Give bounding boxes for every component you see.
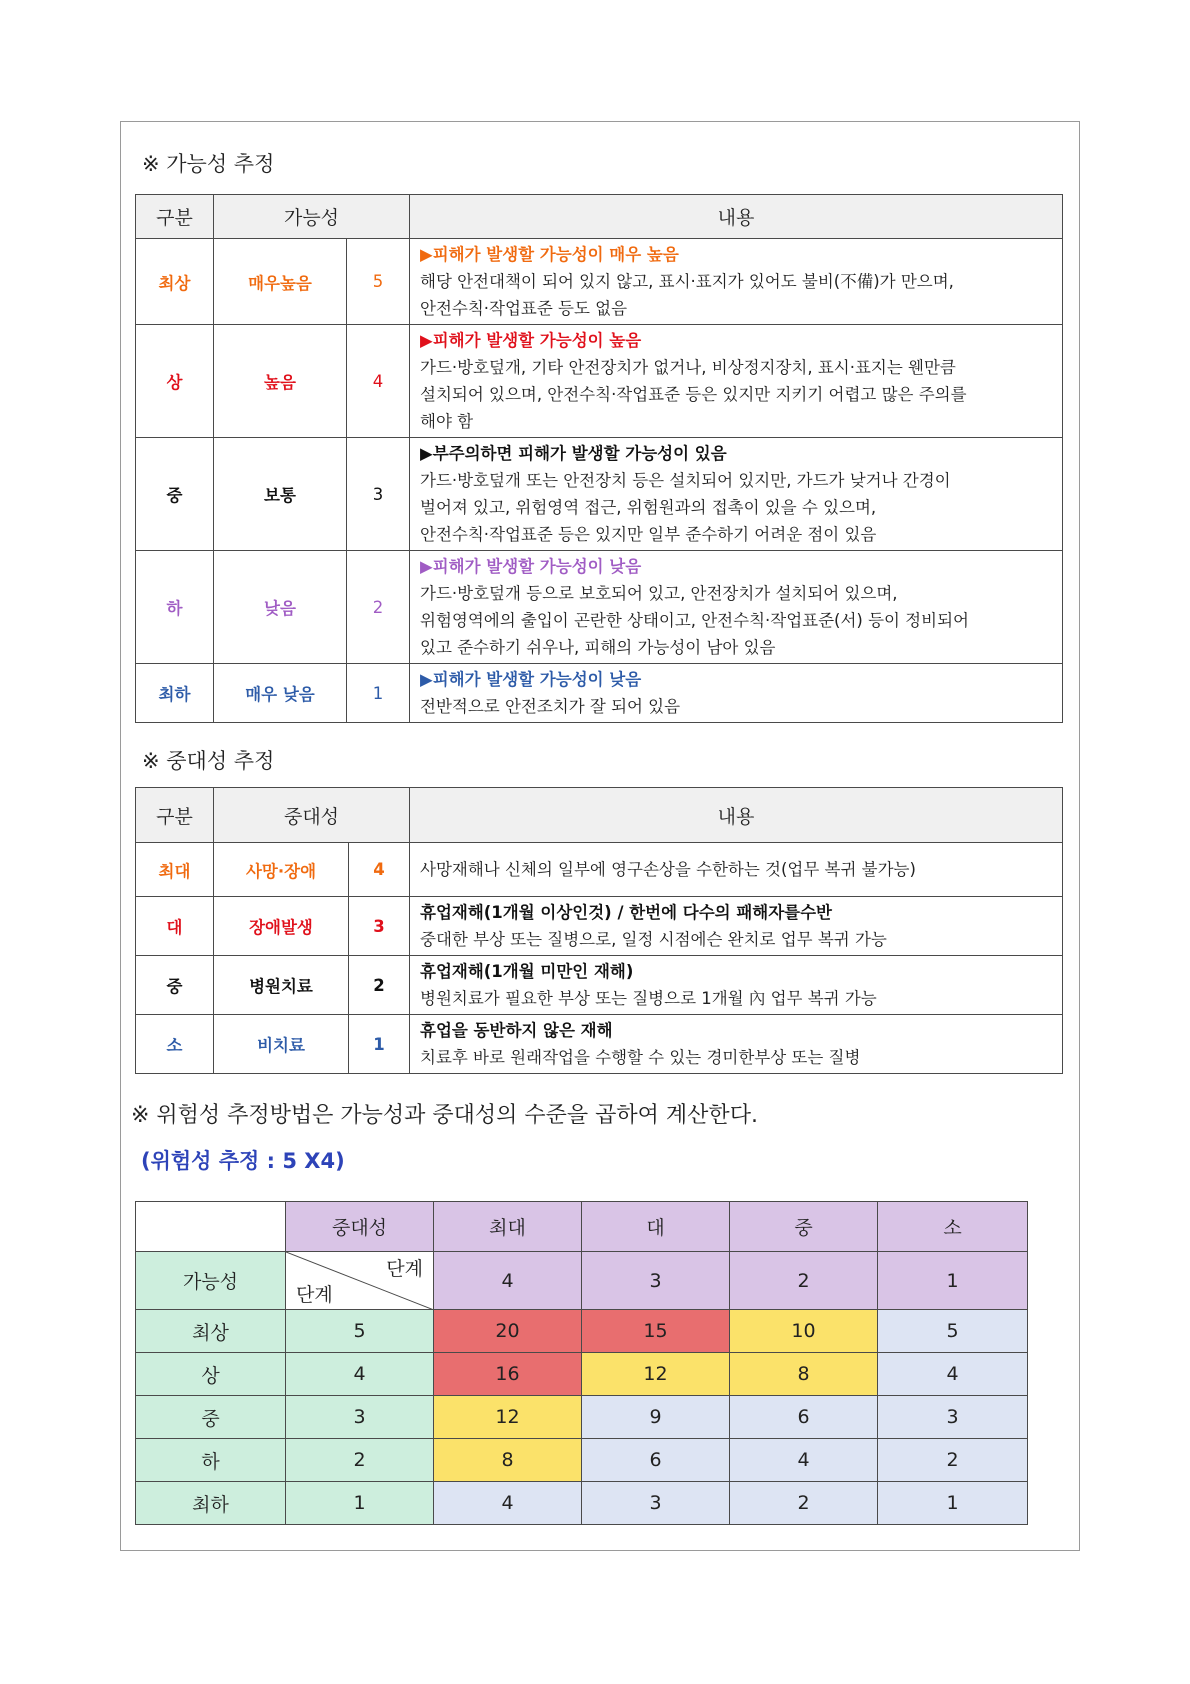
matrix-cell: 2 xyxy=(730,1482,878,1525)
matrix-row-label: 중 xyxy=(136,1396,286,1439)
matrix-row-step: 1 xyxy=(286,1482,434,1525)
row-score: 1 xyxy=(349,1015,410,1074)
matrix-row xyxy=(136,1482,1028,1525)
row-level: 최하 xyxy=(136,664,214,723)
row-headline: ▶피해가 발생할 가능성이 매우 높음 xyxy=(420,245,679,264)
matrix-severity-header: 중대성 xyxy=(286,1202,434,1252)
row-line: 해당 안전대책이 되어 있지 않고, 표시·표지가 있어도 불비(不備)가 만으며, xyxy=(420,272,954,291)
matrix-row-step: 4 xyxy=(286,1353,434,1396)
likelihood-row xyxy=(136,551,1063,664)
likelihood-row xyxy=(136,239,1063,325)
matrix-likelihood-header: 가능성 xyxy=(136,1252,286,1310)
header-likelihood: 가능성 xyxy=(214,195,410,239)
row-name: 비치료 xyxy=(214,1015,349,1074)
row-line: 있고 준수하기 쉬우나, 피해의 가능성이 남아 있음 xyxy=(420,638,776,657)
row-score: 4 xyxy=(347,325,410,438)
matrix-row-step: 2 xyxy=(286,1439,434,1482)
matrix-cell: 8 xyxy=(730,1353,878,1396)
row-line: 병원치료가 필요한 부상 또는 질병으로 1개월 內 업무 복귀 가능 xyxy=(420,989,877,1008)
likelihood-table xyxy=(135,194,1063,723)
header-level: 구분 xyxy=(136,195,214,239)
row-line: 사망재해나 신체의 일부에 영구손상을 수한하는 것(업무 복귀 불가능) xyxy=(420,860,916,879)
row-score: 2 xyxy=(347,551,410,664)
matrix-row xyxy=(136,1439,1028,1482)
likelihood-row xyxy=(136,438,1063,551)
matrix-row xyxy=(136,1310,1028,1353)
row-line: 벌어져 있고, 위험영역 접근, 위험원과의 접촉이 있을 수 있으며, xyxy=(420,498,877,517)
row-line: 안전수칙·작업표준 등도 없음 xyxy=(420,299,628,318)
matrix-cell: 6 xyxy=(730,1396,878,1439)
header-level: 구분 xyxy=(136,788,214,843)
row-level: 소 xyxy=(136,1015,214,1074)
matrix-cell: 10 xyxy=(730,1310,878,1353)
matrix-cell: 5 xyxy=(878,1310,1028,1353)
row-name: 병원치료 xyxy=(214,956,349,1015)
row-line: 해야 함 xyxy=(420,412,474,431)
row-line: 전반적으로 안전조치가 잘 되어 있음 xyxy=(420,697,681,716)
row-headline: 휴업재해(1개월 미만인 재해) xyxy=(420,962,634,981)
row-score: 2 xyxy=(349,956,410,1015)
matrix-row-label: 상 xyxy=(136,1353,286,1396)
matrix-cell: 4 xyxy=(434,1482,582,1525)
matrix-step-top: 단계 xyxy=(386,1258,423,1280)
header-severity: 중대성 xyxy=(214,788,410,843)
severity-row xyxy=(136,843,1063,897)
risk-matrix xyxy=(135,1201,1028,1525)
matrix-severity-label: 소 xyxy=(878,1202,1028,1252)
matrix-cell: 12 xyxy=(434,1396,582,1439)
severity-row xyxy=(136,1015,1063,1074)
matrix-cell: 4 xyxy=(878,1353,1028,1396)
row-name: 높음 xyxy=(214,325,347,438)
row-headline: ▶피해가 발생할 가능성이 높음 xyxy=(420,331,642,350)
severity-section-title: ※ 중대성 추정 xyxy=(142,749,275,773)
row-line: 가드·방호덮개 또는 안전장치 등은 설치되어 있지만, 가드가 낮거나 간경이 xyxy=(420,471,951,490)
matrix-severity-label: 중 xyxy=(730,1202,878,1252)
row-headline: 휴업을 동반하지 않은 재해 xyxy=(420,1021,613,1040)
row-level: 대 xyxy=(136,897,214,956)
row-score: 1 xyxy=(347,664,410,723)
row-level: 최대 xyxy=(136,843,214,897)
row-headline: 휴업재해(1개월 이상인것) / 한번에 다수의 패해자를수반 xyxy=(420,903,832,922)
likelihood-section-title: ※ 가능성 추정 xyxy=(142,152,275,176)
matrix-cell: 6 xyxy=(582,1439,730,1482)
matrix-cell: 3 xyxy=(582,1482,730,1525)
row-line: 치료후 바로 원래작업을 수행할 수 있는 경미한부상 또는 질병 xyxy=(420,1048,861,1067)
row-score: 5 xyxy=(347,239,410,325)
severity-table xyxy=(135,787,1063,1074)
matrix-cell: 12 xyxy=(582,1353,730,1396)
row-score: 4 xyxy=(349,843,410,897)
matrix-cell: 2 xyxy=(878,1439,1028,1482)
risk-formula-text: ※ 위험성 추정방법은 가능성과 중대성의 수준을 곱하여 계산한다. xyxy=(131,1103,758,1128)
row-name: 장애발생 xyxy=(214,897,349,956)
row-score: 3 xyxy=(347,438,410,551)
matrix-row xyxy=(136,1353,1028,1396)
likelihood-row xyxy=(136,664,1063,723)
row-headline: ▶부주의하면 피해가 발생할 가능성이 있음 xyxy=(420,444,727,463)
row-name: 매우높음 xyxy=(214,239,347,325)
matrix-cell: 1 xyxy=(878,1482,1028,1525)
matrix-row-label: 최하 xyxy=(136,1482,286,1525)
matrix-cell: 8 xyxy=(434,1439,582,1482)
row-line: 가드·방호덮개, 기타 안전장치가 없거나, 비상정지장치, 표시·표지는 웬만큼 xyxy=(420,358,956,377)
matrix-cell: 3 xyxy=(878,1396,1028,1439)
matrix-severity-step: 4 xyxy=(434,1252,582,1310)
matrix-row-label: 최상 xyxy=(136,1310,286,1353)
row-name: 사망·장애 xyxy=(214,843,349,897)
row-line: 안전수칙·작업표준 등은 있지만 일부 준수하기 어려운 점이 있음 xyxy=(420,525,877,544)
matrix-row-step: 3 xyxy=(286,1396,434,1439)
likelihood-row xyxy=(136,325,1063,438)
row-name: 낮음 xyxy=(214,551,347,664)
row-name: 매우 낮음 xyxy=(214,664,347,723)
matrix-row-step: 5 xyxy=(286,1310,434,1353)
matrix-step-diagonal-cell xyxy=(286,1252,434,1310)
row-level: 하 xyxy=(136,551,214,664)
row-line: 위험영역에의 출입이 곤란한 상태이고, 안전수칙·작업표준(서) 등이 정비되어 xyxy=(420,611,969,630)
matrix-cell: 4 xyxy=(730,1439,878,1482)
matrix-step-bottom: 단계 xyxy=(296,1284,333,1306)
row-headline: ▶피해가 발생할 가능성이 낮음 xyxy=(420,670,642,689)
matrix-cell: 15 xyxy=(582,1310,730,1353)
severity-row xyxy=(136,897,1063,956)
matrix-severity-label: 최대 xyxy=(434,1202,582,1252)
row-line: 가드·방호덮개 등으로 보호되어 있고, 안전장치가 설치되어 있으며, xyxy=(420,584,898,603)
row-name: 보통 xyxy=(214,438,347,551)
matrix-severity-step: 1 xyxy=(878,1252,1028,1310)
row-headline: ▶피해가 발생할 가능성이 낮음 xyxy=(420,557,642,576)
row-score: 3 xyxy=(349,897,410,956)
header-content: 내용 xyxy=(410,788,1063,843)
row-line: 중대한 부상 또는 질병으로, 일정 시점에슨 완치로 업무 복귀 가능 xyxy=(420,930,887,949)
matrix-cell: 9 xyxy=(582,1396,730,1439)
row-level: 중 xyxy=(136,956,214,1015)
matrix-row xyxy=(136,1396,1028,1439)
row-level: 중 xyxy=(136,438,214,551)
row-level: 상 xyxy=(136,325,214,438)
row-line: 설치되어 있으며, 안전수칙·작업표준 등은 있지만 지키기 어렵고 많은 주의를 xyxy=(420,385,967,404)
header-content: 내용 xyxy=(410,195,1063,239)
severity-row xyxy=(136,956,1063,1015)
row-level: 최상 xyxy=(136,239,214,325)
matrix-severity-step: 3 xyxy=(582,1252,730,1310)
matrix-row-label: 하 xyxy=(136,1439,286,1482)
risk-formula-example: (위험성 추정 : 5 X4) xyxy=(141,1149,345,1173)
matrix-severity-label: 대 xyxy=(582,1202,730,1252)
matrix-cell: 16 xyxy=(434,1353,582,1396)
matrix-severity-step: 2 xyxy=(730,1252,878,1310)
matrix-corner xyxy=(136,1202,286,1252)
matrix-cell: 20 xyxy=(434,1310,582,1353)
